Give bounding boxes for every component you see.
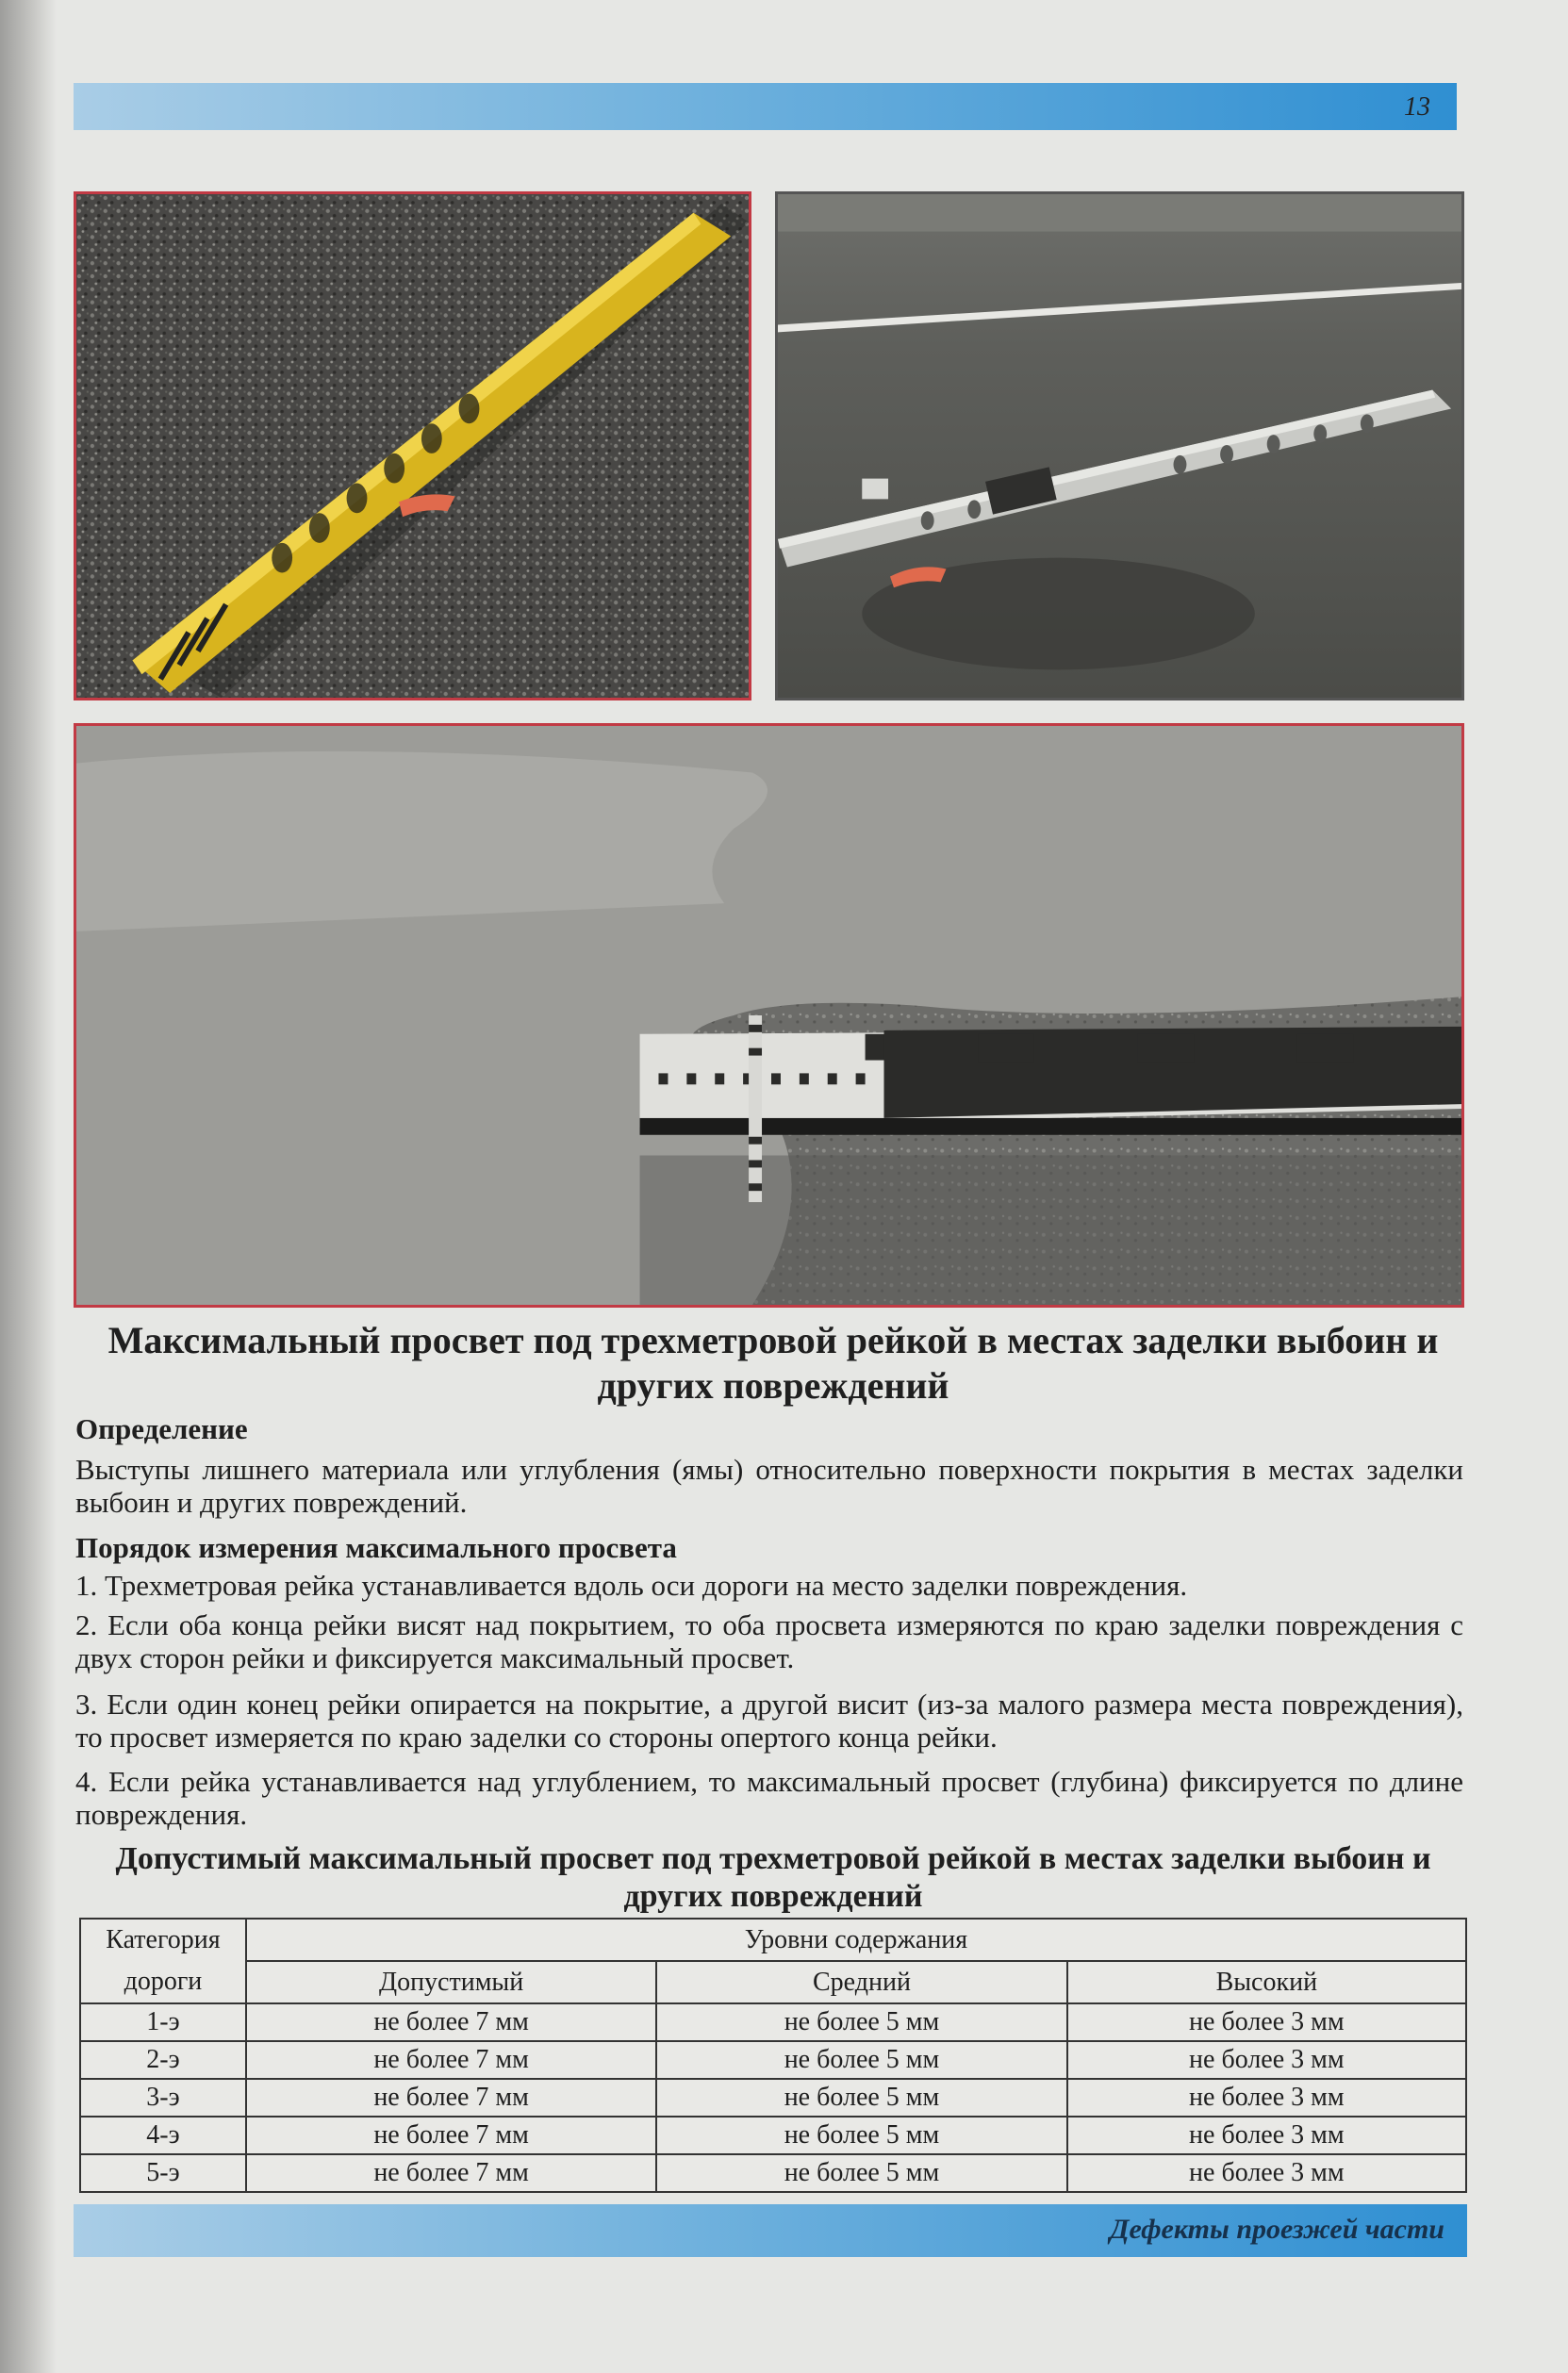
cell-high: не более 3 мм bbox=[1067, 2003, 1466, 2041]
footer-bar bbox=[74, 2204, 1467, 2257]
definition-text: Выступы лишнего материала или углубления (ямы) относительно поверхности покрытия в местах заделки выбоин и других повреждений. bbox=[75, 1453, 1463, 1519]
header-level-acceptable: Допустимый bbox=[246, 1961, 656, 2003]
article-title: Максимальный просвет под трехметровой рейкой в местах заделки выбоин и других повреждений bbox=[107, 1319, 1439, 1407]
table-row bbox=[80, 2041, 1466, 2079]
cell-medium: не более 5 мм bbox=[656, 2117, 1066, 2154]
page-number: 13 bbox=[1404, 92, 1430, 122]
photo-yellow-straightedge bbox=[74, 191, 751, 700]
cell-acceptable: не более 7 мм bbox=[246, 2079, 656, 2117]
header-category: Категория дороги bbox=[80, 1919, 246, 2003]
cell-acceptable: не более 7 мм bbox=[246, 2154, 656, 2192]
cell-medium: не более 5 мм bbox=[656, 2079, 1066, 2117]
row-category: 4-э bbox=[80, 2117, 246, 2154]
cell-medium: не более 5 мм bbox=[656, 2003, 1066, 2041]
procedure-step-4: 4. Если рейка устанавливается над углублением, то максимальный просвет (глубина) фиксируется по длине повреждения. bbox=[75, 1765, 1463, 1831]
row-category: 5-э bbox=[80, 2154, 246, 2192]
cell-high: не более 3 мм bbox=[1067, 2154, 1466, 2192]
cell-acceptable: не более 7 мм bbox=[246, 2117, 656, 2154]
procedure-step-1: 1. Трехметровая рейка устанавливается вдоль оси дороги на место заделки повреждения. bbox=[75, 1569, 1188, 1602]
row-category: 3-э bbox=[80, 2079, 246, 2117]
table-row bbox=[80, 2003, 1466, 2041]
header-levels: Уровни содержания bbox=[246, 1919, 1466, 1961]
definition-heading: Определение bbox=[75, 1412, 248, 1445]
max-gap-table bbox=[79, 1918, 1467, 2193]
header-level-medium: Средний bbox=[656, 1961, 1066, 2003]
cell-high: не более 3 мм bbox=[1067, 2117, 1466, 2154]
cell-medium: не более 5 мм bbox=[656, 2154, 1066, 2192]
row-category: 2-э bbox=[80, 2041, 246, 2079]
cell-acceptable: не более 7 мм bbox=[246, 2041, 656, 2079]
cell-high: не более 3 мм bbox=[1067, 2041, 1466, 2079]
book-spine-shadow bbox=[0, 0, 57, 2373]
row-category: 1-э bbox=[80, 2003, 246, 2041]
header-bar bbox=[74, 83, 1457, 130]
table-row bbox=[80, 2079, 1466, 2117]
table-caption: Допустимый максимальный просвет под трехметровой рейкой в местах заделки выбоин и других повреждений bbox=[115, 1841, 1431, 1914]
procedure-step-2: 2. Если оба конца рейки висят над покрытием, то оба просвета измеряются по краю заделки повреждения с двух сторон рейки и фиксируется максимальный просвет. bbox=[75, 1608, 1463, 1674]
procedure-heading: Порядок измерения максимального просвета bbox=[75, 1531, 677, 1564]
procedure-step-3: 3. Если один конец рейки опирается на покрытие, а другой висит (из-за малого размера места повреждения), то просвет измеряется по краю заделки со стороны опертого конца рейки. bbox=[75, 1688, 1463, 1754]
table-row bbox=[80, 2117, 1466, 2154]
photo-pothole-measurement bbox=[74, 723, 1464, 1308]
footer-section-title: Дефекты проезжей части bbox=[1110, 2214, 1444, 2245]
photo-grey-straightedge bbox=[775, 191, 1464, 700]
header-level-high: Высокий bbox=[1067, 1961, 1466, 2003]
cell-acceptable: не более 7 мм bbox=[246, 2003, 656, 2041]
table-row bbox=[80, 2154, 1466, 2192]
cell-medium: не более 5 мм bbox=[656, 2041, 1066, 2079]
cell-high: не более 3 мм bbox=[1067, 2079, 1466, 2117]
